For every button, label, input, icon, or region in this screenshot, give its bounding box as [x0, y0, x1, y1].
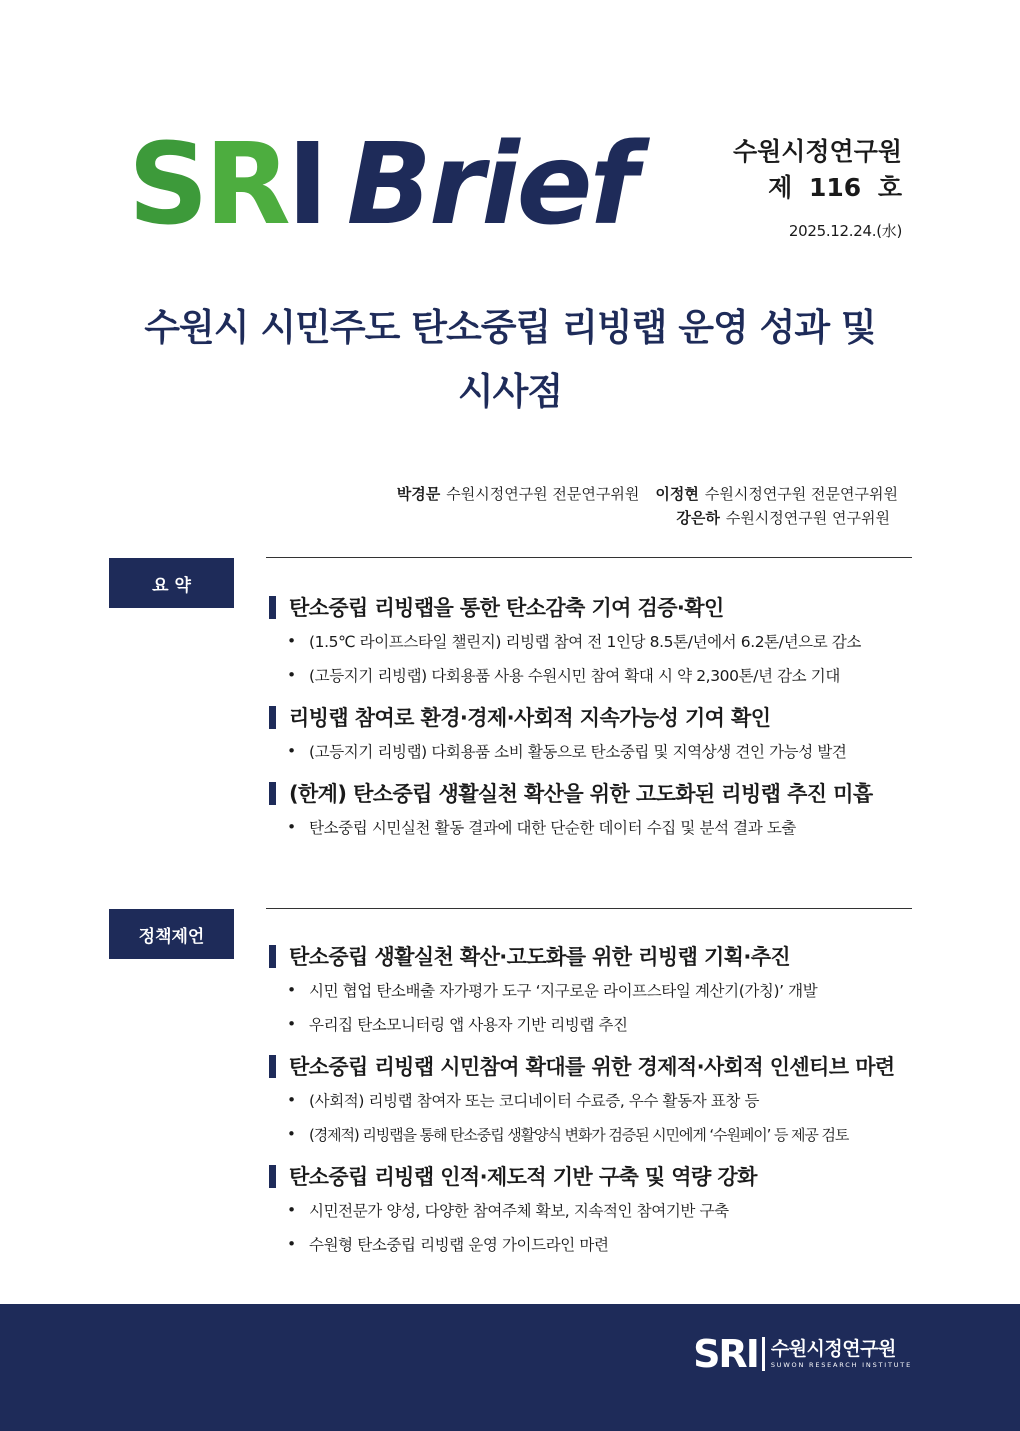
- policy-bullet: • 시민전문가 양성, 다양한 참여주체 확보, 지속적인 참여기반 구축: [287, 1201, 729, 1220]
- bullet-text: (사회적) 리빙랩 참여자 또는 코디네이터 수료증, 우수 활동자 표창 등: [309, 1092, 760, 1110]
- author-row-2: [397, 506, 898, 530]
- heading-bar: [269, 945, 276, 968]
- bullet-text: 수원형 탄소중립 리빙랩 운영 가이드라인 마련: [309, 1236, 609, 1254]
- policy-bullet: • (사회적) 리빙랩 참여자 또는 코디네이터 수료증, 우수 활동자 표창 등: [287, 1091, 760, 1110]
- summary-heading-1: [269, 590, 919, 624]
- author-name: 박경문: [396, 485, 441, 503]
- heading-text: 리빙랩 참여로 환경·경제·사회적 지속가능성 기여 확인: [289, 706, 771, 730]
- footer-band: [0, 1304, 1020, 1431]
- heading-text: 탄소중립 리빙랩 인적·제도적 기반 구축 및 역량 강화: [289, 1165, 757, 1189]
- summary-heading-3: [269, 776, 919, 810]
- summary-tag: 요 약: [109, 558, 234, 608]
- policy-heading-1: [269, 939, 919, 973]
- page-title: [60, 296, 960, 424]
- summary-bullet: • (고등지기 리빙랩) 다회용품 소비 활동으로 탄소중립 및 지역상생 견인 가능성 발견: [287, 742, 847, 761]
- bullet-text: 탄소중립 시민실천 활동 결과에 대한 단순한 데이터 수집 및 분석 결과 도출: [309, 819, 796, 837]
- title-line-1: 수원시 시민주도 탄소중립 리빙랩 운영 성과 및: [144, 306, 876, 349]
- heading-text: (한계) 탄소중립 생활실천 확산을 위한 고도화된 리빙랩 추진 미흡: [289, 782, 873, 806]
- summary-bullet: • (1.5℃ 라이프스타일 챌린지) 리빙랩 참여 전 1인당 8.5톤/년에서 6.2톤/년으로 감소: [287, 632, 861, 651]
- heading-bar: [269, 706, 276, 729]
- author-role: 수원시정연구원 전문연구위원: [704, 485, 898, 503]
- logo-letter-r: R: [204, 120, 287, 250]
- logo-letter-s: S: [128, 120, 205, 250]
- footer-logo: [693, 1334, 912, 1374]
- summary-content: [269, 590, 919, 844]
- policy-bullet: • 우리집 탄소모니터링 앱 사용자 기반 리빙랩 추진: [287, 1015, 628, 1034]
- policy-heading-2: [269, 1049, 919, 1083]
- logo-brief: Brief: [346, 120, 636, 250]
- heading-bar: [269, 1055, 276, 1078]
- policy-heading-3: [269, 1159, 919, 1193]
- bullet-text: 시민 협업 탄소배출 자가평가 도구 ‘지구로운 라이프스타일 계산기(가칭)’ 개발: [309, 982, 818, 1000]
- heading-bar: [269, 1165, 276, 1188]
- heading-text: 탄소중립 리빙랩 시민참여 확대를 위한 경제적·사회적 인센티브 마련: [289, 1055, 895, 1079]
- heading-bar: [269, 782, 276, 805]
- heading-text: 탄소중립 리빙랩을 통한 탄소감축 기여 검증·확인: [289, 596, 724, 620]
- policy-divider: [266, 908, 912, 909]
- author-role: 수원시정연구원 연구위원: [725, 509, 890, 527]
- policy-bullet: • 수원형 탄소중립 리빙랩 운영 가이드라인 마련: [287, 1235, 609, 1254]
- bullet-text: 우리집 탄소모니터링 앱 사용자 기반 리빙랩 추진: [309, 1016, 628, 1034]
- footer-logo-sri: SRI: [693, 1332, 758, 1376]
- title-line-2: 시사점: [457, 370, 563, 413]
- summary-bullet: • 탄소중립 시민실천 활동 결과에 대한 단순한 데이터 수집 및 분석 결과 도출: [287, 818, 796, 837]
- author-name: 이정현: [655, 485, 699, 503]
- footer-org-korean: 수원시정연구원: [770, 1338, 896, 1360]
- issue-info: [733, 134, 902, 241]
- footer-logo-divider: [762, 1337, 765, 1371]
- heading-text: 탄소중립 생활실천 확산·고도화를 위한 리빙랩 기획·추진: [289, 945, 791, 969]
- issue-org: 수원시정연구원: [732, 137, 902, 166]
- sri-brief-logo: [128, 120, 636, 250]
- policy-bullet: • (경제적) 리빙랩을 통해 탄소중립 생활양식 변화가 검증된 시민에게 ‘수원페이’ 등 제공 검토: [287, 1125, 849, 1144]
- bullet-text: (경제적) 리빙랩을 통해 탄소중립 생활양식 변화가 검증된 시민에게 ‘수원페이’ 등 제공 검토: [309, 1125, 849, 1144]
- author-role: 수원시정연구원 전문연구위원: [446, 485, 640, 503]
- summary-bullet: • (고등지기 리빙랩) 다회용품 사용 수원시민 참여 확대 시 약 2,300톤/년 감소 기대: [287, 666, 840, 685]
- issue-date: 2025.12.24.(水): [788, 222, 902, 240]
- author-name: 강은하: [676, 509, 720, 527]
- issue-number: 제 116 호: [768, 173, 902, 202]
- bullet-text: (고등지기 리빙랩) 다회용품 사용 수원시민 참여 확대 시 약 2,300톤/년 감소 기대: [309, 667, 840, 685]
- heading-bar: [269, 596, 276, 619]
- bullet-text: (고등지기 리빙랩) 다회용품 소비 활동으로 탄소중립 및 지역상생 견인 가능성 발견: [309, 743, 847, 761]
- bullet-text: 시민전문가 양성, 다양한 참여주체 확보, 지속적인 참여기반 구축: [309, 1202, 729, 1220]
- footer-org-english: SUWON RESEARCH INSTITUTE: [770, 1361, 912, 1369]
- author-row-1: [397, 482, 898, 506]
- summary-divider: [266, 557, 912, 558]
- summary-heading-2: [269, 700, 919, 734]
- policy-bullet: • 시민 협업 탄소배출 자가평가 도구 ‘지구로운 라이프스타일 계산기(가칭)’ 개발: [287, 981, 818, 1000]
- policy-tag: 정책제언: [109, 909, 234, 959]
- authors: [397, 482, 898, 530]
- policy-content: [269, 939, 919, 1261]
- bullet-text: (1.5℃ 라이프스타일 챌린지) 리빙랩 참여 전 1인당 8.5톤/년에서 6.2톤/년으로 감소: [309, 633, 861, 651]
- logo-letter-i: I: [286, 120, 325, 250]
